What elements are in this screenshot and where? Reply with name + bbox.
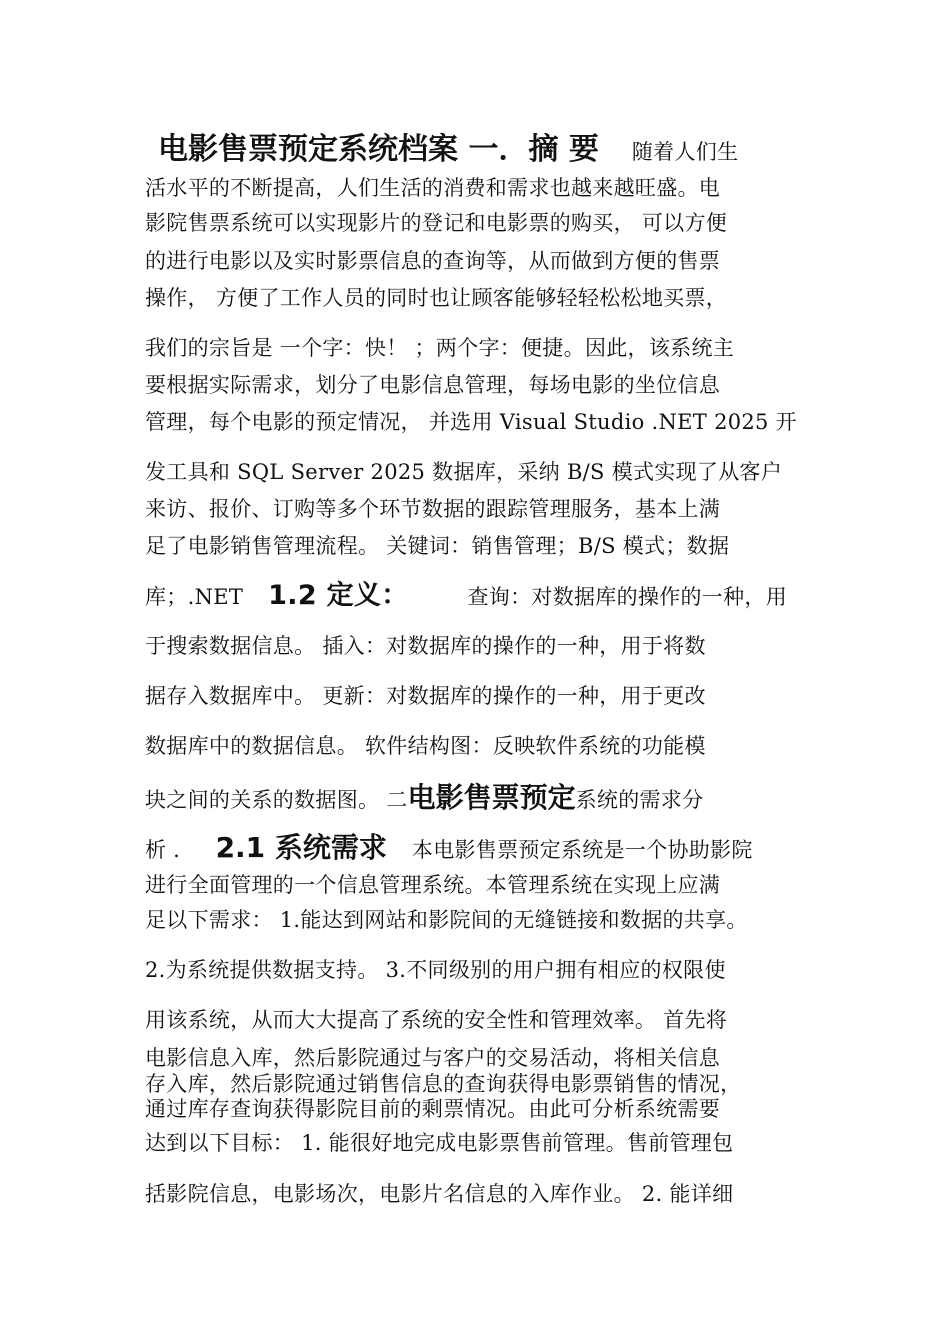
- paragraph-line: 括影院信息，电影场次，电影片名信息的入库作业。 2. 能详细: [145, 1182, 734, 1206]
- paragraph-line: 进行全面管理的一个信息管理系统。本管理系统在实现上应满: [145, 873, 721, 897]
- paragraph-line: 存入库，然后影院通过销售信息的查询获得电影票销售的情况，: [145, 1072, 742, 1096]
- paragraph-text: 库；.NET: [145, 585, 244, 609]
- paragraph-text: 随着人们生: [631, 140, 739, 164]
- paragraph-line: 要根据实际需求，划分了电影信息管理，每场电影的坐位信息: [145, 373, 721, 397]
- section-heading-definitions: 1.2 定义：: [268, 580, 409, 611]
- paragraph-line: 的进行电影以及实时影票信息的查询等，从而做到方便的售票: [145, 249, 721, 273]
- paragraph-text: 查询：对数据库的操作的一种，用: [467, 585, 787, 609]
- title-line: [158, 132, 739, 167]
- paragraph-line: 我们的宗旨是 一个字：快！ ；两个字：便捷。因此，该系统主: [145, 336, 735, 360]
- paragraph-line: 来访、报价、订购等多个环节数据的跟踪管理服务，基本上满: [145, 497, 721, 521]
- section-heading-requirements: 电影售票预定: [407, 781, 576, 814]
- paragraph-line: 电影信息入库，然后影院通过与客户的交易活动，将相关信息: [145, 1046, 721, 1070]
- paragraph-line: 影院售票系统可以实现影片的登记和电影票的购买， 可以方便: [145, 211, 728, 235]
- paragraph-text: 块之间的关系的数据图。 二: [145, 788, 408, 812]
- paragraph-line: [145, 783, 703, 815]
- paragraph-line: 足以下需求： 1.能达到网站和影院间的无缝链接和数据的共享。: [145, 908, 748, 932]
- paragraph-line: 达到以下目标： 1. 能很好地完成电影票售前管理。售前管理包: [145, 1131, 734, 1155]
- paragraph-text: 析 ．: [145, 838, 195, 862]
- paragraph-line: 活水平的不断提高，人们生活的消费和需求也越来越旺盛。电: [145, 176, 721, 200]
- paragraph-line: 发工具和 SQL Server 2025 数据库，采纳 B/S 模式实现了从客户: [145, 460, 783, 484]
- paragraph-line: 据存入数据库中。 更新：对数据库的操作的一种，用于更改: [145, 684, 706, 708]
- paragraph-line: [145, 581, 787, 612]
- paragraph-line: 管理，每个电影的预定情况， 并选用 Visual Studio .NET 2025 开: [145, 410, 797, 434]
- paragraph-line: 2.为系统提供数据支持。 3.不同级别的用户拥有相应的权限使: [145, 958, 726, 982]
- paragraph-line: 通过库存查询获得影院目前的剩票情况。由此可分析系统需要: [145, 1097, 721, 1121]
- paragraph-line: 足了电影销售管理流程。 关键词：销售管理；B/S 模式；数据: [145, 534, 730, 558]
- paragraph-line: 于搜索数据信息。 插入：对数据库的操作的一种，用于将数: [145, 634, 706, 658]
- paragraph-line: [145, 833, 753, 865]
- paragraph-text: 本电影售票预定系统是一个协助影院: [411, 838, 753, 862]
- paragraph-line: 数据库中的数据信息。 软件结构图：反映软件系统的功能模: [145, 734, 706, 758]
- paragraph-line: 用该系统，从而大大提高了系统的安全性和管理效率。 首先将: [145, 1008, 728, 1032]
- paragraph-text: 系统的需求分: [575, 788, 704, 812]
- document-title: 电影售票预定系统档案 一．摘 要: [158, 132, 599, 167]
- section-heading-system-requirements: 2.1 系统需求: [215, 831, 387, 864]
- paragraph-line: 操作， 方便了工作人员的同时也让顾客能够轻轻松松地买票，: [145, 286, 728, 310]
